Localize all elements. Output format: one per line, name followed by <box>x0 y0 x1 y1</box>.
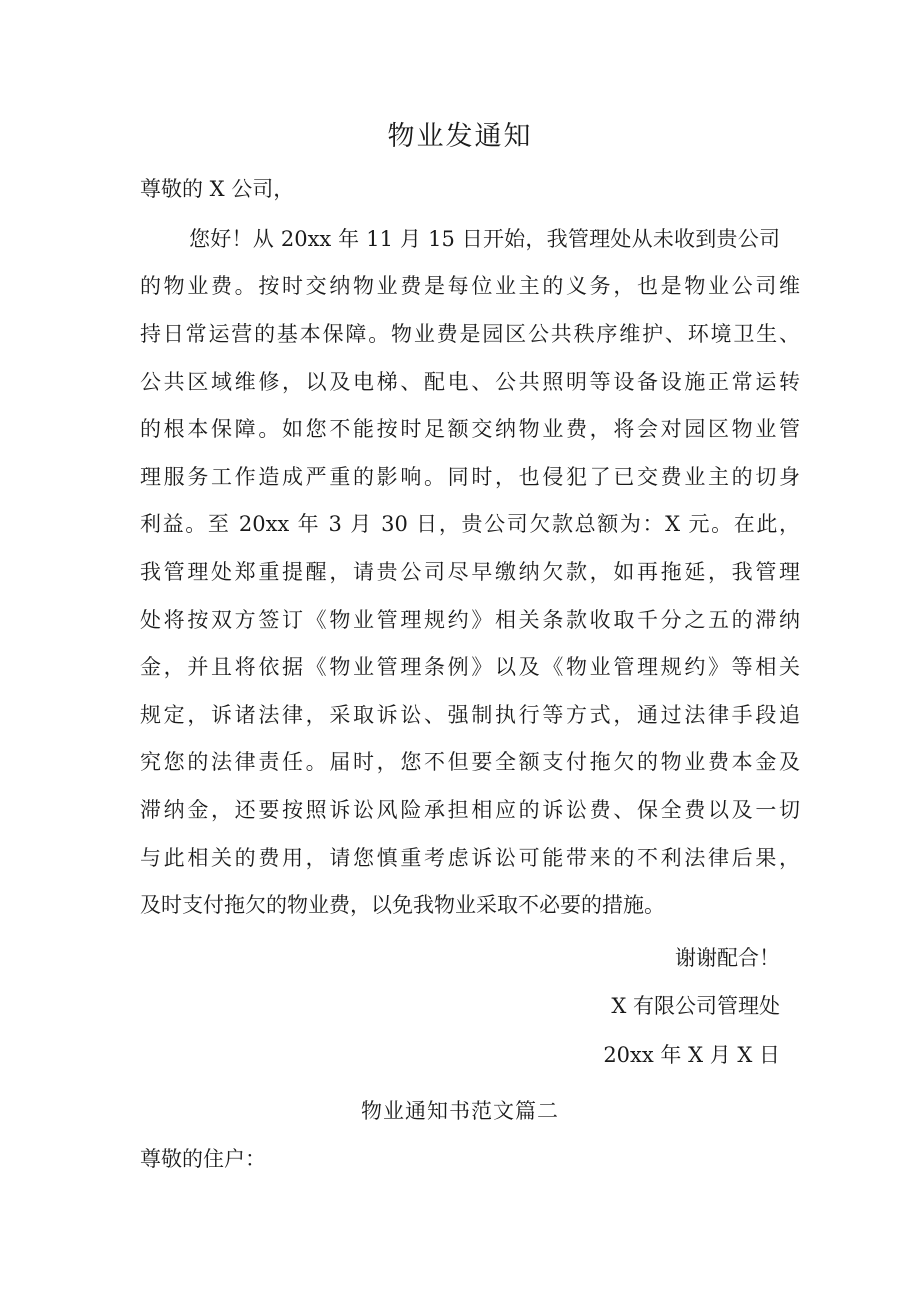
body-line-11: 规定，诉诸法律，采取诉讼、强制执行等方式，通过法律手段追 <box>140 703 800 727</box>
signature: X 有限公司管理处 <box>611 994 780 1018</box>
body-line-6: 理服务工作造成严重的影响。同时，也侵犯了已交费业主的切身 <box>140 465 800 489</box>
date: 20xx 年 X 月 X 日 <box>603 1043 780 1067</box>
body-line-12: 究您的法律责任。届时，您不但要全额支付拖欠的物业费本金及 <box>140 750 800 774</box>
closing-thanks: 谢谢配合！ <box>675 946 780 970</box>
body-line-7: 利益。至 20xx 年 3 月 30 日，贵公司欠款总额为：X 元。在此， <box>140 512 800 536</box>
body-line-4: 公共区域维修，以及电梯、配电、公共照明等设备设施正常运转 <box>140 370 800 394</box>
body-line-9: 处将按双方签订《物业管理规约》相关条款收取千分之五的滞纳 <box>140 608 800 632</box>
body-line-15: 及时支付拖欠的物业费，以免我物业采取不必要的措施。 <box>140 893 665 917</box>
section2-salutation: 尊敬的住户： <box>140 1147 266 1171</box>
document-title: 物业发通知 <box>387 121 533 152</box>
salutation: 尊敬的 X 公司， <box>140 177 295 201</box>
body-line-13: 滞纳金，还要按照诉讼风险承担相应的诉讼费、保全费以及一切 <box>140 798 800 822</box>
body-line-14: 与此相关的费用，请您慎重考虑诉讼可能带来的不利法律后果， <box>140 846 800 870</box>
body-line-5: 的根本保障。如您不能按时足额交纳物业费，将会对园区物业管 <box>140 417 800 441</box>
body-line-8: 我管理处郑重提醒，请贵公司尽早缴纳欠款，如再拖延，我管理 <box>140 560 800 584</box>
section2-title: 物业通知书范文篇二 <box>361 1099 559 1123</box>
body-line-2: 的物业费。按时交纳物业费是每位业主的义务，也是物业公司维 <box>140 274 800 298</box>
body-line-3: 持日常运营的基本保障。物业费是园区公共秩序维护、环境卫生、 <box>140 322 800 346</box>
body-line-1: 您好！从 20xx 年 11 月 15 日开始，我管理处从未收到贵公司 <box>189 227 780 251</box>
body-line-10: 金，并且将依据《物业管理条例》以及《物业管理规约》等相关 <box>140 655 800 679</box>
